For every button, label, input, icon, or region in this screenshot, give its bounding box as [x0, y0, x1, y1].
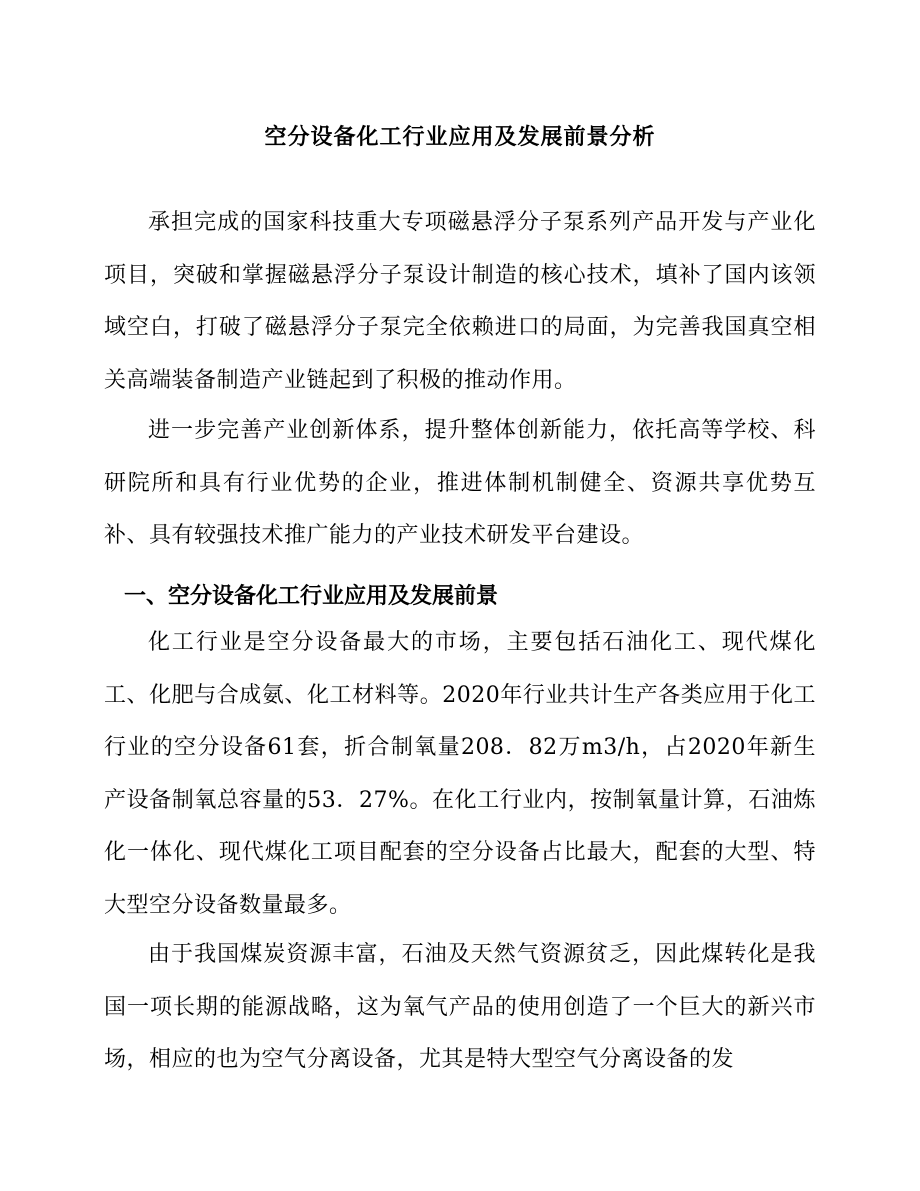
document-title: 空分设备化工行业应用及发展前景分析: [264, 124, 656, 150]
paragraph-coal-resources: 由于我国煤炭资源丰富，石油及天然气资源贫乏，因此煤转化是我国一项长期的能源战略，这为氧气产品的使用创造了一个巨大的新兴市场，相应的也为空气分离设备，尤其是特大型空气分离设备的发: [104, 942, 816, 1072]
paragraph-chemical-industry-market: 化工行业是空分设备最大的市场，主要包括石油化工、现代煤化工、化肥与合成氨、化工材料等。2020年行业共计生产各类应用于化工行业的空分设备61套，折合制氧量208．82万m3/h，占2020年新生产设备制氧总容量的53．27%。在化工行业内，按制氧量计算，石油炼化一体化、现代煤化工项目配套的空分设备占比最大，配套的大型、特大型空分设备数量最多。: [104, 630, 816, 918]
paragraph-innovation-system: 进一步完善产业创新体系，提升整体创新能力，依托高等学校、科研院所和具有行业优势的企业，推进体制机制健全、资源共享优势互补、具有较强技术推广能力的产业技术研发平台建设。: [104, 418, 816, 548]
section-heading: 一、空分设备化工行业应用及发展前景: [124, 583, 499, 609]
paragraph-maglev-pump: 承担完成的国家科技重大专项磁悬浮分子泵系列产品开发与产业化项目，突破和掌握磁悬浮分子泵设计制造的核心技术，填补了国内该领域空白，打破了磁悬浮分子泵完全依赖进口的局面，为完善我国真空相关高端装备制造产业链起到了积极的推动作用。: [104, 210, 816, 393]
